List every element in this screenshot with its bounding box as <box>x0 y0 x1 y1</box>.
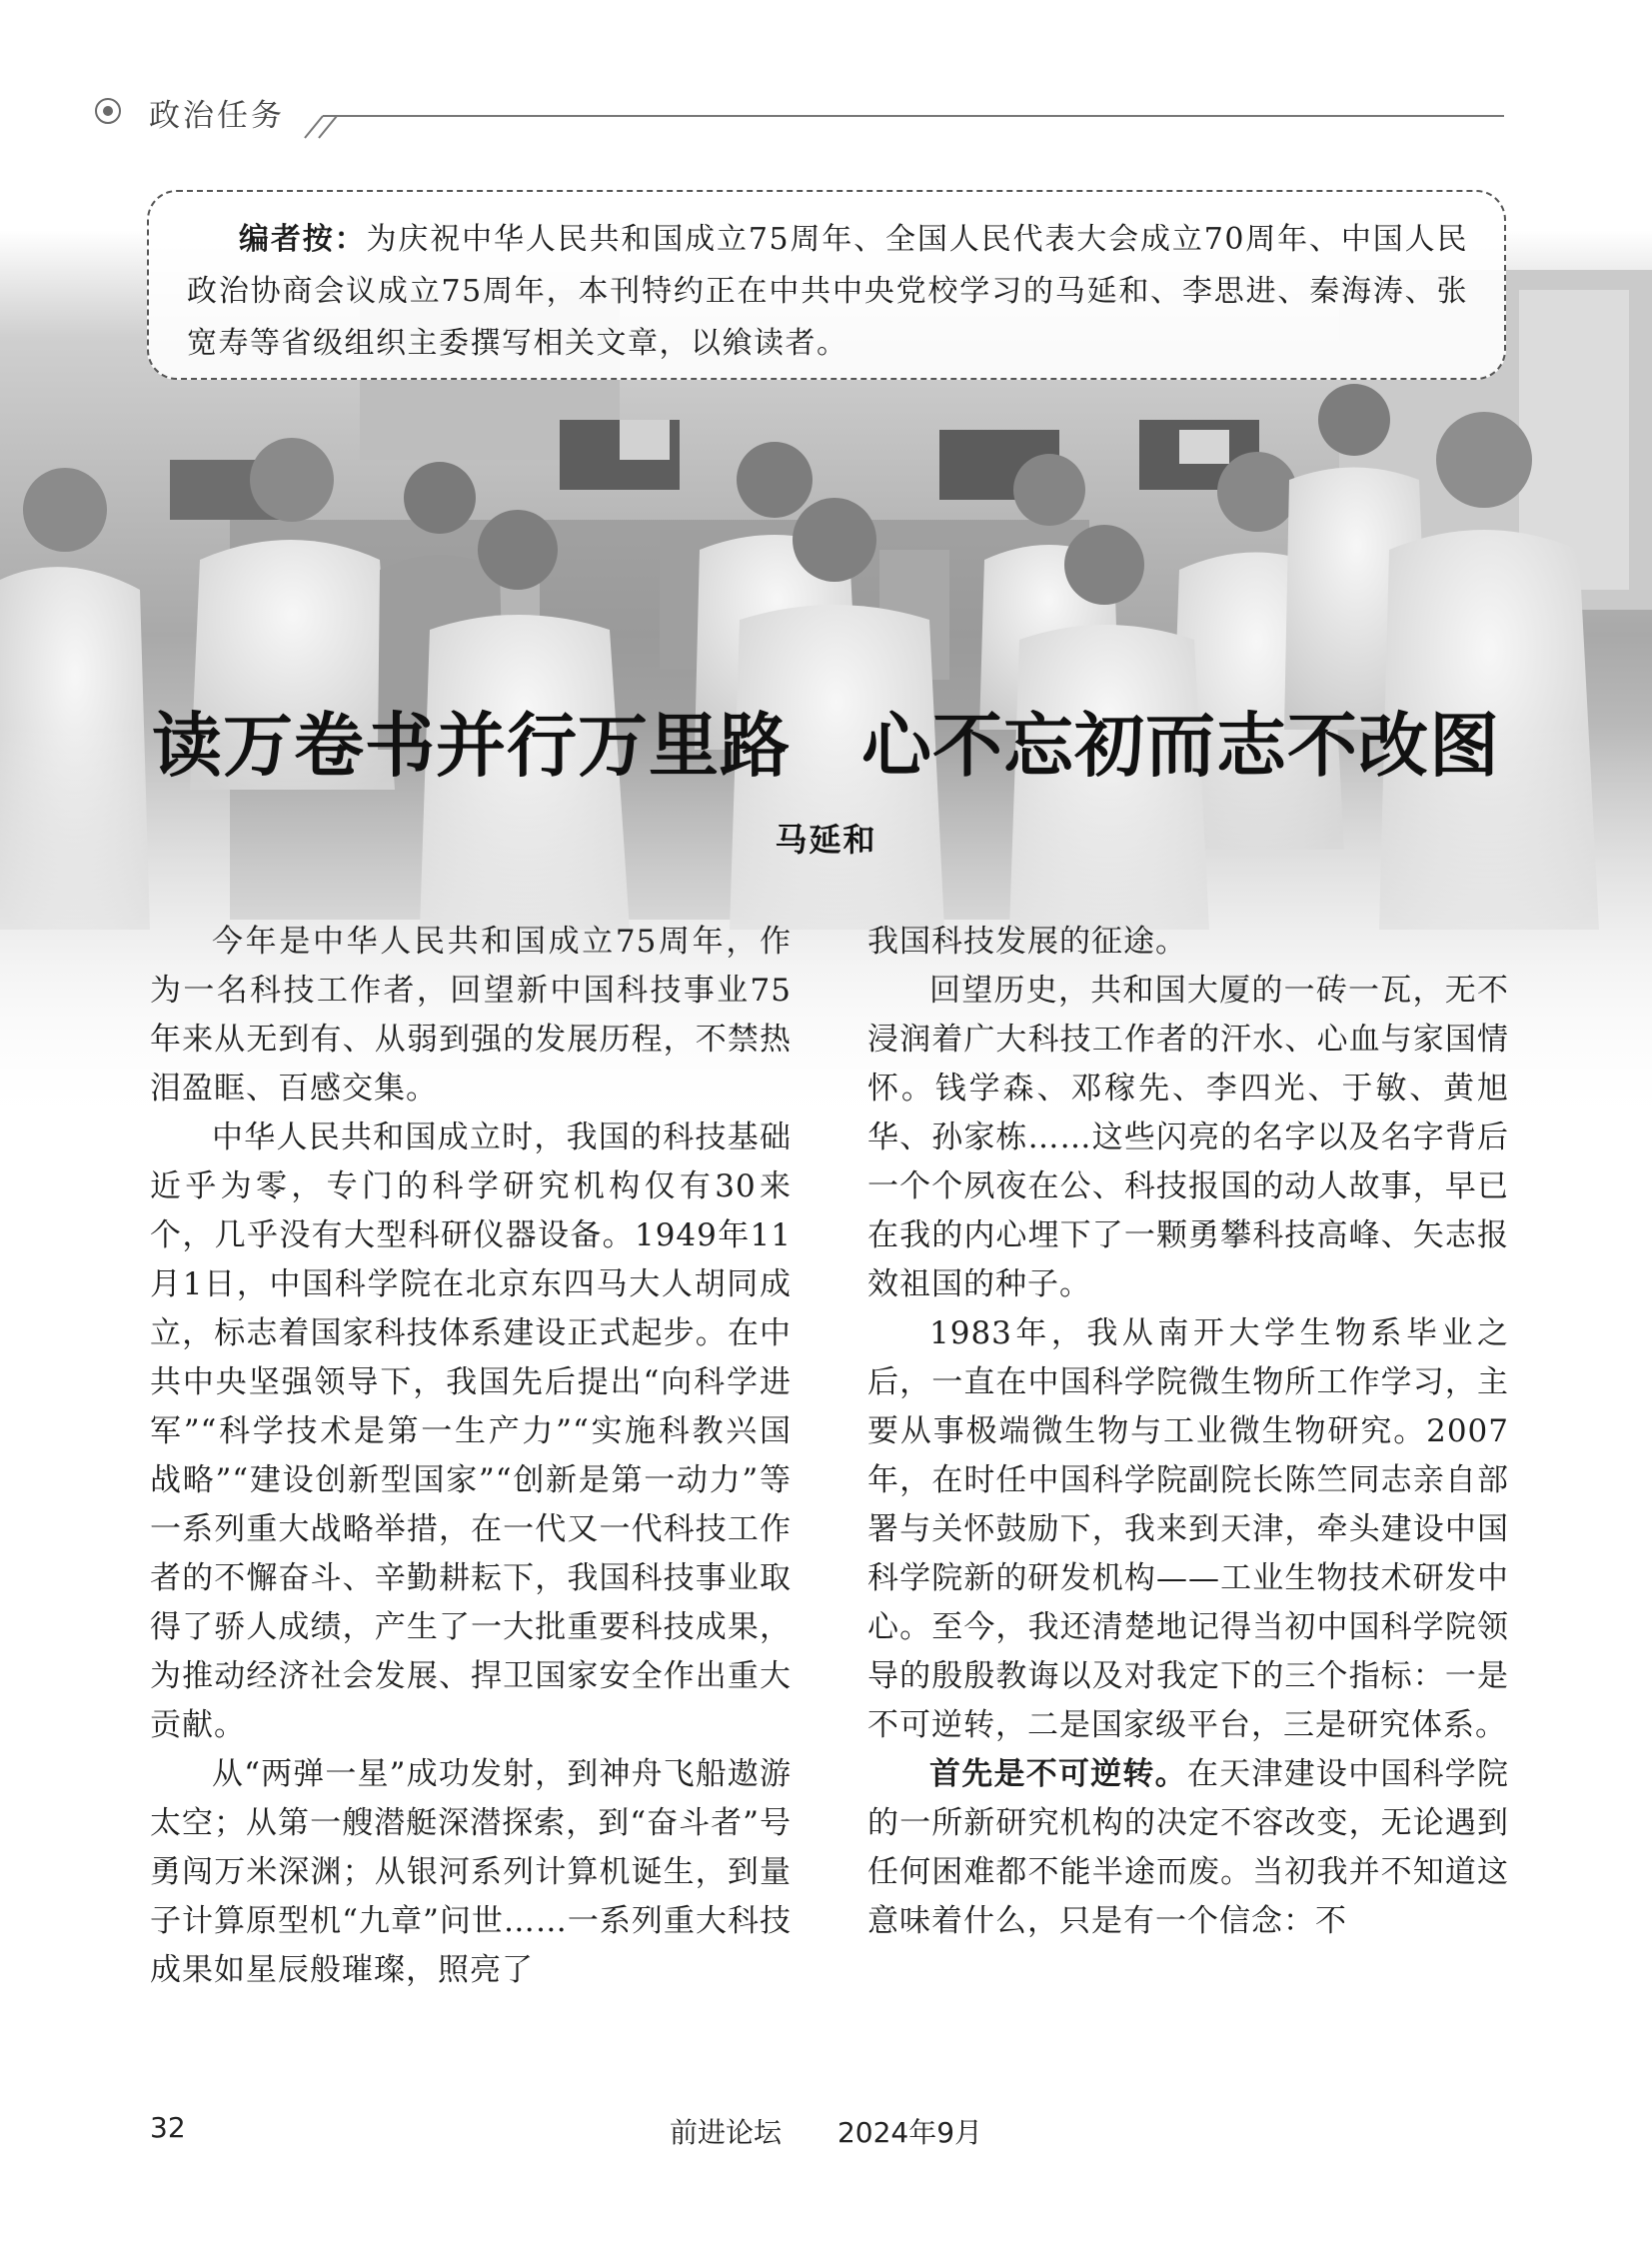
page-number: 32 <box>150 2111 186 2144</box>
paragraph <box>867 1750 1509 1946</box>
paragraph: 回望历史，共和国大厦的一砖一瓦，无不浸润着广大科技工作者的汗水、心血与家国情怀。钱学森、邓稼先、李四光、于敏、黄旭华、孙家栋……这些闪亮的名字以及名字背后一个个夙夜在公、科技报国的动人故事，早已在我的内心埋下了一颗勇攀科技高峰、矢志报效祖国的种子。 <box>867 973 1509 1302</box>
paragraph-continuation: 我国科技发展的征途。 <box>867 924 1187 960</box>
right-column <box>867 918 1509 1946</box>
paragraph: 从“两弹一星”成功发射，到神舟飞船遨游太空；从第一艘潜艇深潜探索，到“奋斗者”号勇闯万米深渊；从银河系列计算机诞生，到量子计算原型机“九章”问世……一系列重大科技成果如星辰般璀璨，照亮了 <box>150 1756 792 1988</box>
paragraph: 1983年，我从南开大学生物系毕业之后，一直在中国科学院微生物所工作学习，主要从事极端微生物与工业微生物研究。2007年，在时任中国科学院副院长陈竺同志亲自部署与关怀鼓励下，我来到天津，牵头建设中国科学院新的研发机构——工业生物技术研发中心。至今，我还清楚地记得当初中国科学院领导的殷殷教诲以及对我定下的三个指标：一是不可逆转，二是国家级平台，三是研究体系。 <box>867 1315 1509 1743</box>
article-title: 读万卷书并行万里路 心不忘初而志不改图 <box>152 705 1500 787</box>
editor-note-box <box>147 190 1506 380</box>
article-author: 马延和 <box>775 821 877 859</box>
paragraph: 中华人民共和国成立时，我国的科技基础近乎为零，专门的科学研究机构仅有30来个，几乎没有大型科研仪器设备。1949年11月1日，中国科学院在北京东四马大人胡同成立，标志着国家科技体系建设正式起步。在中共中央坚强领导下，我国先后提出“向科学进军”“科学技术是第一生产力”“实施科教兴国战略”“建设创新型国家”“创新是第一动力”等一系列重大战略举措，在一代又一代科技工作者的不懈奋斗、辛勤耕耘下，我国科技事业取得了骄人成绩，产生了一大批重要科技成果，为推动经济社会发展、捍卫国家安全作出重大贡献。 <box>150 1120 792 1743</box>
paragraph: 今年是中华人民共和国成立75周年，作为一名科技工作者，回望新中国科技事业75年来从无到有、从弱到强的发展历程，不禁热泪盈眶、百感交集。 <box>150 924 792 1107</box>
paragraph-text: 在天津建设中国科学院的一所新研究机构的决定不容改变，无论遇到任何困难都不能半途而废。当初我并不知道这意味着什么，只是有一个信念：不 <box>867 1756 1510 1939</box>
footer-publication: 前进论坛 2024年9月 <box>669 2116 983 2149</box>
header-rule <box>295 88 1504 148</box>
section-header <box>95 88 1504 148</box>
target-circle-icon <box>95 98 121 124</box>
left-column <box>150 918 792 1995</box>
section-label: 政治任务 <box>149 98 285 134</box>
editor-note-text: 为庆祝中华人民共和国成立75周年、全国人民代表大会成立70周年、中国人民政治协商会议成立75周年，本刊特约正在中共中央党校学习的马延和、李思进、秦海涛、张宽寿等省级组织主委撰写相关文章，以飨读者。 <box>187 222 1468 361</box>
editor-note-label: 编者按： <box>239 222 367 257</box>
bold-lead: 首先是不可逆转。 <box>929 1756 1187 1792</box>
